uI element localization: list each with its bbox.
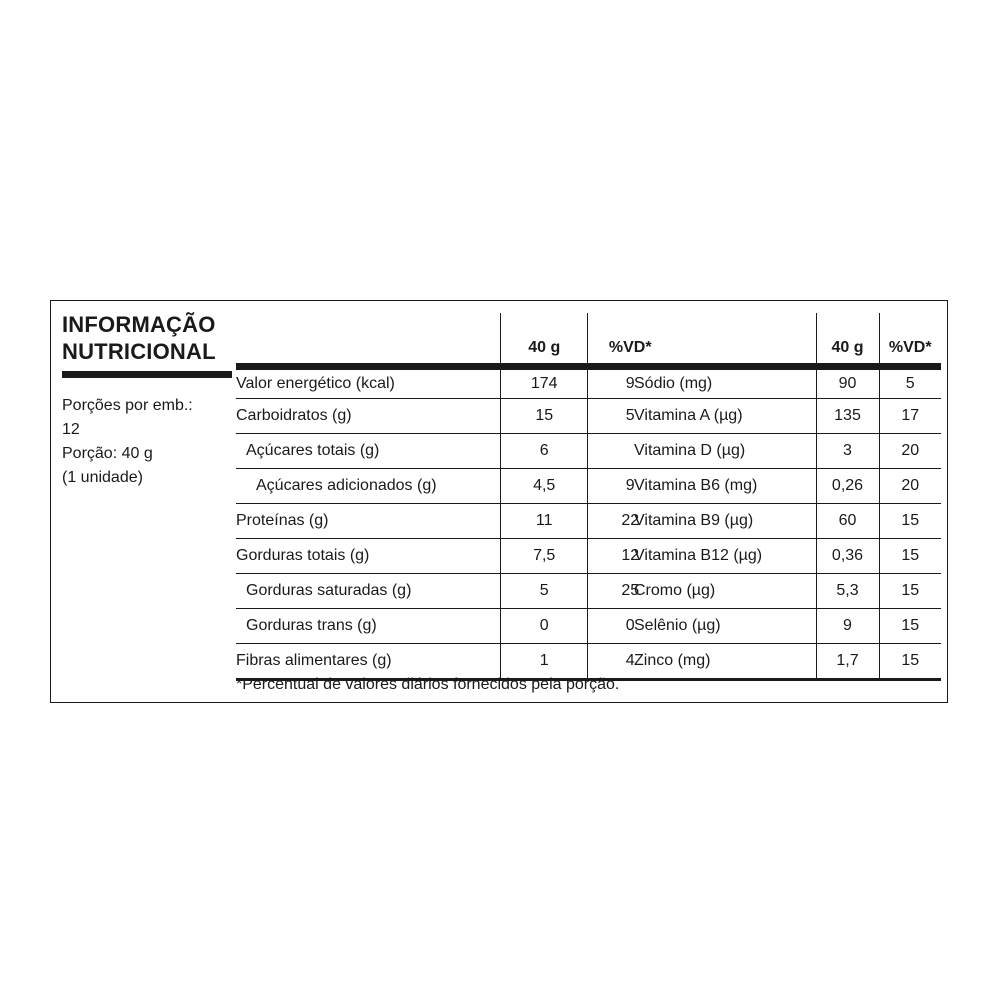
nutrient-dv: 20 bbox=[879, 469, 941, 504]
micronutrient-table bbox=[634, 313, 941, 681]
nutrient-amount: 135 bbox=[816, 399, 879, 434]
nutrient-label: Sódio (mg) bbox=[634, 367, 816, 399]
dv-column-header: %VD* bbox=[879, 313, 941, 367]
table-row bbox=[236, 469, 672, 504]
dv-footnote: *Percentual de valores diários fornecidos pela porção. bbox=[236, 676, 620, 693]
portion-unit: (1 unidade) bbox=[62, 469, 143, 486]
nutrient-dv: 22 bbox=[588, 504, 672, 539]
table-row bbox=[236, 609, 672, 644]
nutrient-dv: 15 bbox=[879, 609, 941, 644]
nutrient-amount: 4,5 bbox=[501, 469, 588, 504]
nutrient-amount: 0 bbox=[501, 609, 588, 644]
nutrient-dv: 12 bbox=[588, 539, 672, 574]
nutrient-label: Vitamina B9 (µg) bbox=[634, 504, 816, 539]
nutrient-dv: 5 bbox=[588, 399, 672, 434]
title-divider-bar bbox=[62, 371, 232, 378]
nutrient-label: Açúcares totais (g) bbox=[236, 434, 501, 469]
nutrient-label: Vitamina D (µg) bbox=[634, 434, 816, 469]
table-row bbox=[634, 574, 941, 609]
nutrient-dv: 15 bbox=[879, 644, 941, 680]
amount-column-header: 40 g bbox=[501, 313, 588, 367]
table-row bbox=[236, 504, 672, 539]
nutrient-amount: 1 bbox=[501, 644, 588, 680]
nutrient-dv: 20 bbox=[879, 434, 941, 469]
table-row bbox=[634, 504, 941, 539]
nutrient-dv: 9 bbox=[588, 469, 672, 504]
nutrient-label: Gorduras trans (g) bbox=[236, 609, 501, 644]
nutrient-label: Proteínas (g) bbox=[236, 504, 501, 539]
nutrient-dv: 15 bbox=[879, 539, 941, 574]
nutrient-label: Fibras alimentares (g) bbox=[236, 644, 501, 680]
nutrient-amount: 3 bbox=[816, 434, 879, 469]
nutrient-label: Valor energético (kcal) bbox=[236, 367, 501, 399]
nutrient-label: Vitamina B12 (µg) bbox=[634, 539, 816, 574]
nutrient-label: Açúcares adicionados (g) bbox=[236, 469, 501, 504]
nutrient-label: Cromo (µg) bbox=[634, 574, 816, 609]
nutrient-amount: 6 bbox=[501, 434, 588, 469]
nutrient-dv: 0 bbox=[588, 609, 672, 644]
portion-label: Porção: 40 g bbox=[62, 445, 153, 462]
nutrient-amount: 90 bbox=[816, 367, 879, 399]
table-row bbox=[634, 644, 941, 680]
nutrient-amount: 15 bbox=[501, 399, 588, 434]
nutrient-dv: 4 bbox=[588, 644, 672, 680]
nutrient-amount: 60 bbox=[816, 504, 879, 539]
dv-column-header: %VD* bbox=[588, 313, 672, 367]
table-row bbox=[236, 367, 672, 399]
servings-per-package-label: Porções por emb.: bbox=[62, 397, 193, 414]
nutrient-amount: 5 bbox=[501, 574, 588, 609]
title-line-1: INFORMAÇÃO bbox=[62, 312, 216, 337]
nutrient-dv: 5 bbox=[879, 367, 941, 399]
table-row bbox=[236, 399, 672, 434]
nutrient-label: Gorduras saturadas (g) bbox=[236, 574, 501, 609]
table-row bbox=[236, 644, 672, 680]
servings-per-package-value: 12 bbox=[62, 421, 80, 438]
nutrition-facts-panel bbox=[50, 300, 948, 703]
nutrient-dv: 15 bbox=[879, 574, 941, 609]
nutrient-amount: 174 bbox=[501, 367, 588, 399]
table-row bbox=[236, 574, 672, 609]
label-column-header bbox=[236, 313, 501, 367]
serving-info bbox=[62, 394, 232, 490]
table-row bbox=[634, 539, 941, 574]
nutrient-label: Zinco (mg) bbox=[634, 644, 816, 680]
table-row bbox=[634, 609, 941, 644]
nutrient-amount: 1,7 bbox=[816, 644, 879, 680]
nutrient-amount: 9 bbox=[816, 609, 879, 644]
nutrient-label: Gorduras totais (g) bbox=[236, 539, 501, 574]
nutrient-amount: 11 bbox=[501, 504, 588, 539]
panel-title bbox=[62, 311, 237, 365]
nutrient-amount: 0,26 bbox=[816, 469, 879, 504]
nutrient-label: Selênio (µg) bbox=[634, 609, 816, 644]
nutrient-dv: 25 bbox=[588, 574, 672, 609]
table-row bbox=[634, 367, 941, 399]
macronutrient-table bbox=[236, 313, 672, 681]
nutrient-label: Carboidratos (g) bbox=[236, 399, 501, 434]
table-row bbox=[634, 434, 941, 469]
table-row bbox=[634, 399, 941, 434]
amount-column-header: 40 g bbox=[816, 313, 879, 367]
nutrient-amount: 0,36 bbox=[816, 539, 879, 574]
table-row bbox=[634, 469, 941, 504]
table-row bbox=[236, 434, 672, 469]
label-column-header bbox=[634, 313, 816, 367]
nutrient-dv: 17 bbox=[879, 399, 941, 434]
nutrient-label: Vitamina B6 (mg) bbox=[634, 469, 816, 504]
nutrient-dv: 15 bbox=[879, 504, 941, 539]
table-row bbox=[236, 539, 672, 574]
nutrient-label: Vitamina A (µg) bbox=[634, 399, 816, 434]
nutrient-amount: 5,3 bbox=[816, 574, 879, 609]
nutrient-dv: 9 bbox=[588, 367, 672, 399]
nutrient-amount: 7,5 bbox=[501, 539, 588, 574]
title-line-2: NUTRICIONAL bbox=[62, 339, 216, 364]
